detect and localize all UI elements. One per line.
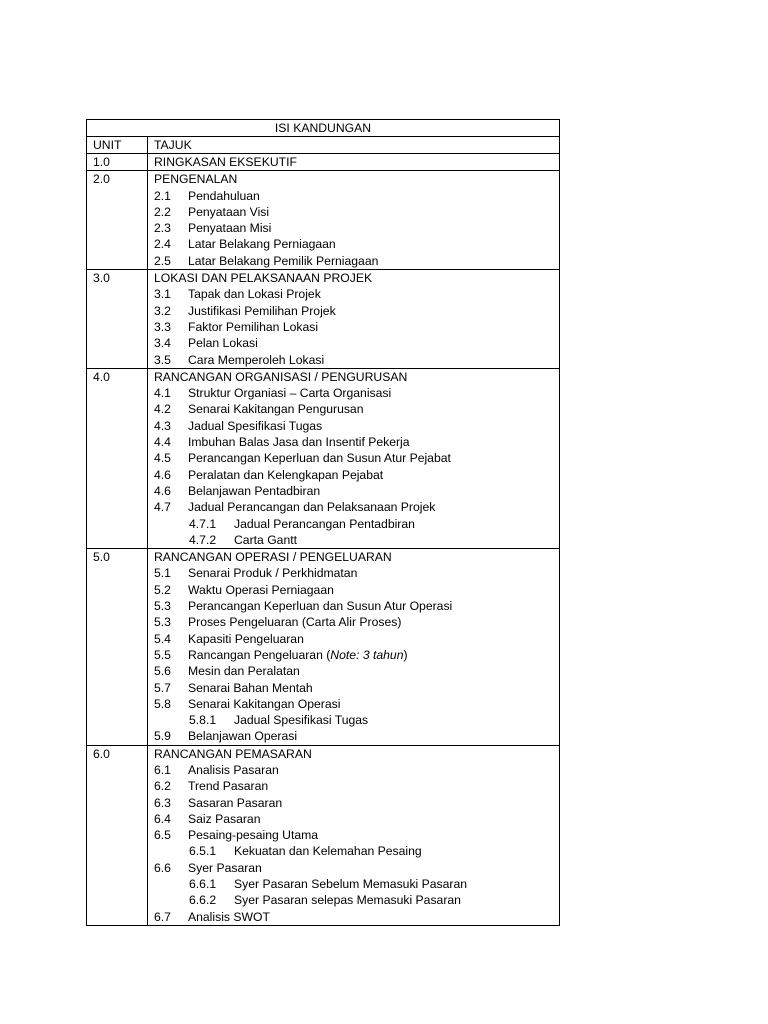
item-text: Sasaran Pasaran bbox=[188, 795, 283, 810]
item-number: 4.2 bbox=[154, 402, 171, 417]
toc-item bbox=[154, 696, 553, 712]
item-number: 3.2 bbox=[154, 303, 171, 318]
item-text: Justifikasi Pemilihan Projek bbox=[188, 303, 336, 318]
item-text: Latar Belakang Pemilik Perniagaan bbox=[188, 253, 379, 268]
item-number: 3.4 bbox=[154, 336, 171, 351]
item-text: Perancangan Keperluan dan Susun Atur Operasi bbox=[188, 599, 453, 614]
toc-item bbox=[154, 614, 553, 630]
toc-item bbox=[154, 467, 553, 483]
item-number: 2.1 bbox=[154, 188, 171, 203]
item-number: 6.6 bbox=[154, 860, 171, 875]
item-text: Analisis Pasaran bbox=[188, 762, 279, 777]
item-number: 5.1 bbox=[154, 566, 171, 581]
toc-item bbox=[154, 827, 553, 843]
toc-item bbox=[154, 811, 553, 827]
toc-subitem bbox=[154, 532, 553, 548]
section-unit bbox=[87, 745, 148, 925]
item-text: Mesin dan Peralatan bbox=[188, 664, 300, 679]
toc-item bbox=[154, 319, 553, 335]
item-text: Saiz Pasaran bbox=[188, 811, 261, 826]
item-text: Tapak dan Lokasi Projek bbox=[188, 287, 321, 302]
unit-number: 5.0 bbox=[93, 550, 110, 565]
toc-item bbox=[154, 631, 553, 647]
section-row bbox=[87, 171, 560, 270]
section-unit bbox=[87, 154, 148, 171]
section-heading: PENGENALAN bbox=[154, 172, 238, 187]
item-number: 5.6 bbox=[154, 664, 171, 679]
toc-title: ISI KANDUNGAN bbox=[87, 120, 560, 137]
item-text: Kekuatan dan Kelemahan Pesaing bbox=[234, 844, 422, 859]
item-text: Pelan Lokasi bbox=[188, 336, 258, 351]
item-text: Waktu Operasi Perniagaan bbox=[188, 582, 334, 597]
item-number: 4.5 bbox=[154, 451, 171, 466]
item-number: 4.6 bbox=[154, 483, 171, 498]
item-number: 3.3 bbox=[154, 319, 171, 334]
toc-subitem bbox=[154, 843, 553, 859]
toc-item bbox=[154, 565, 553, 581]
item-number: 6.6.1 bbox=[189, 877, 217, 892]
item-text: Perancangan Keperluan dan Susun Atur Pejabat bbox=[188, 451, 451, 466]
item-text: Latar Belakang Perniagaan bbox=[188, 237, 336, 252]
item-number: 6.5 bbox=[154, 828, 171, 843]
section-unit bbox=[87, 368, 148, 548]
section-content bbox=[148, 270, 560, 369]
toc-item bbox=[154, 909, 553, 925]
item-text: Senarai Produk / Perkhidmatan bbox=[188, 566, 358, 581]
item-number: 6.3 bbox=[154, 795, 171, 810]
toc-table bbox=[86, 119, 560, 926]
toc-item bbox=[154, 220, 553, 236]
toc-item bbox=[154, 253, 553, 269]
toc-item bbox=[154, 762, 553, 778]
toc-subitem bbox=[154, 892, 553, 908]
item-number: 3.1 bbox=[154, 287, 171, 302]
section-heading: RANCANGAN ORGANISASI / PENGURUSAN bbox=[154, 369, 408, 384]
toc-item bbox=[154, 795, 553, 811]
section-row bbox=[87, 270, 560, 369]
item-number: 4.1 bbox=[154, 386, 171, 401]
section-heading: LOKASI DAN PELAKSANAAN PROJEK bbox=[154, 271, 373, 286]
toc-item bbox=[154, 450, 553, 466]
item-number: 4.7 bbox=[154, 500, 171, 515]
toc-item bbox=[154, 401, 553, 417]
tajuk-header: TAJUK bbox=[148, 137, 560, 154]
item-text: Pendahuluan bbox=[188, 188, 260, 203]
toc-subitem bbox=[154, 876, 553, 892]
toc-subitem bbox=[154, 516, 553, 532]
section-row bbox=[87, 368, 560, 548]
unit-header: UNIT bbox=[87, 137, 148, 154]
item-text: Belanjawan Operasi bbox=[188, 729, 298, 744]
header-row bbox=[87, 137, 560, 154]
item-number: 6.5.1 bbox=[189, 844, 217, 859]
item-text: Rancangan Pengeluaran ( bbox=[188, 647, 331, 662]
item-text: Analisis SWOT bbox=[188, 909, 270, 924]
item-number: 4.3 bbox=[154, 418, 171, 433]
toc-body bbox=[87, 120, 560, 926]
toc-subitem bbox=[154, 712, 553, 728]
item-number: 2.2 bbox=[154, 204, 171, 219]
toc-item bbox=[154, 778, 553, 794]
item-number: 6.2 bbox=[154, 779, 171, 794]
item-text: Pesaing-pesaing Utama bbox=[188, 828, 319, 843]
item-number: 4.6 bbox=[154, 467, 171, 482]
item-number: 4.7.1 bbox=[189, 516, 217, 531]
toc-item bbox=[154, 352, 553, 368]
toc-item bbox=[154, 303, 553, 319]
item-text: Proses Pengeluaran (Carta Alir Proses) bbox=[188, 615, 402, 630]
item-number: 2.5 bbox=[154, 253, 171, 268]
unit-number: 4.0 bbox=[93, 369, 110, 384]
item-text: Penyataan Visi bbox=[188, 204, 270, 219]
item-number: 5.2 bbox=[154, 582, 171, 597]
title-row bbox=[87, 120, 560, 137]
section-row bbox=[87, 549, 560, 746]
toc-item bbox=[154, 582, 553, 598]
unit-number: 6.0 bbox=[93, 746, 110, 761]
item-text: Peralatan dan Kelengkapan Pejabat bbox=[188, 467, 384, 482]
item-number: 4.7.2 bbox=[189, 532, 217, 547]
item-number: 2.4 bbox=[154, 237, 171, 252]
section-unit bbox=[87, 270, 148, 369]
toc-item bbox=[154, 680, 553, 696]
toc-item bbox=[154, 647, 553, 663]
item-number: 6.1 bbox=[154, 762, 171, 777]
item-number: 5.3 bbox=[154, 615, 171, 630]
item-text: Jadual Perancangan Pentadbiran bbox=[234, 516, 415, 531]
item-number: 6.7 bbox=[154, 909, 171, 924]
toc-item bbox=[154, 598, 553, 614]
toc-item bbox=[154, 335, 553, 351]
item-number: 5.9 bbox=[154, 729, 171, 744]
item-text: Cara Memperoleh Lokasi bbox=[188, 352, 325, 367]
item-text: Trend Pasaran bbox=[188, 779, 269, 794]
item-text: Syer Pasaran selepas Memasuki Pasaran bbox=[234, 893, 461, 908]
item-number: 6.6.2 bbox=[189, 893, 217, 908]
unit-number: 2.0 bbox=[93, 172, 110, 187]
toc-item bbox=[154, 728, 553, 744]
toc-item bbox=[154, 286, 553, 302]
item-text: Penyataan Misi bbox=[188, 221, 272, 236]
section-content bbox=[148, 368, 560, 548]
item-text: Syer Pasaran bbox=[188, 860, 262, 875]
item-text: Carta Gantt bbox=[234, 532, 297, 547]
section-heading: RINGKASAN EKSEKUTIF bbox=[154, 155, 297, 169]
item-text: Syer Pasaran Sebelum Memasuki Pasaran bbox=[234, 877, 468, 892]
toc-item bbox=[154, 236, 553, 252]
toc-item bbox=[154, 663, 553, 679]
unit-number: 1.0 bbox=[93, 155, 110, 169]
toc-item bbox=[154, 860, 553, 876]
item-number: 6.4 bbox=[154, 811, 171, 826]
toc-item bbox=[154, 483, 553, 499]
item-text: Jadual Spesifikasi Tugas bbox=[234, 713, 369, 728]
item-number: 5.8 bbox=[154, 696, 171, 711]
item-number: 5.8.1 bbox=[189, 713, 217, 728]
item-text-end: ) bbox=[403, 647, 408, 662]
section-unit bbox=[87, 171, 148, 270]
section-content bbox=[148, 745, 560, 925]
item-text: Struktur Organiasi – Carta Organisasi bbox=[188, 386, 392, 401]
toc-item bbox=[154, 434, 553, 450]
item-number: 5.3 bbox=[154, 599, 171, 614]
item-number: 5.5 bbox=[154, 647, 171, 662]
section-heading: RANCANGAN PEMASARAN bbox=[154, 746, 312, 761]
toc-item bbox=[154, 418, 553, 434]
unit-number: 3.0 bbox=[93, 271, 110, 286]
section-row bbox=[87, 745, 560, 925]
section-content bbox=[148, 549, 560, 746]
item-text: Imbuhan Balas Jasa dan Insentif Pekerja bbox=[188, 435, 410, 450]
item-number: 5.7 bbox=[154, 680, 171, 695]
item-number: 4.4 bbox=[154, 435, 171, 450]
toc-item bbox=[154, 385, 553, 401]
section-row bbox=[87, 154, 560, 171]
item-text: Senarai Kakitangan Operasi bbox=[188, 696, 341, 711]
section-content bbox=[148, 154, 560, 171]
section-unit bbox=[87, 549, 148, 746]
item-text: Senarai Bahan Mentah bbox=[188, 680, 313, 695]
toc-item bbox=[154, 204, 553, 220]
item-text: Kapasiti Pengeluaran bbox=[188, 631, 304, 646]
item-number: 2.3 bbox=[154, 221, 171, 236]
toc-item bbox=[154, 499, 553, 515]
item-number: 3.5 bbox=[154, 352, 171, 367]
item-text: Faktor Pemilihan Lokasi bbox=[188, 319, 319, 334]
item-number: 5.4 bbox=[154, 631, 171, 646]
item-note: Note: 3 tahun bbox=[330, 647, 404, 662]
toc-item bbox=[154, 188, 553, 204]
item-text: Jadual Spesifikasi Tugas bbox=[188, 418, 323, 433]
section-content bbox=[148, 171, 560, 270]
item-text: Senarai Kakitangan Pengurusan bbox=[188, 402, 364, 417]
item-text: Belanjawan Pentadbiran bbox=[188, 483, 321, 498]
section-heading: RANCANGAN OPERASI / PENGELUARAN bbox=[154, 550, 392, 565]
item-text: Jadual Perancangan dan Pelaksanaan Projek bbox=[188, 500, 436, 515]
